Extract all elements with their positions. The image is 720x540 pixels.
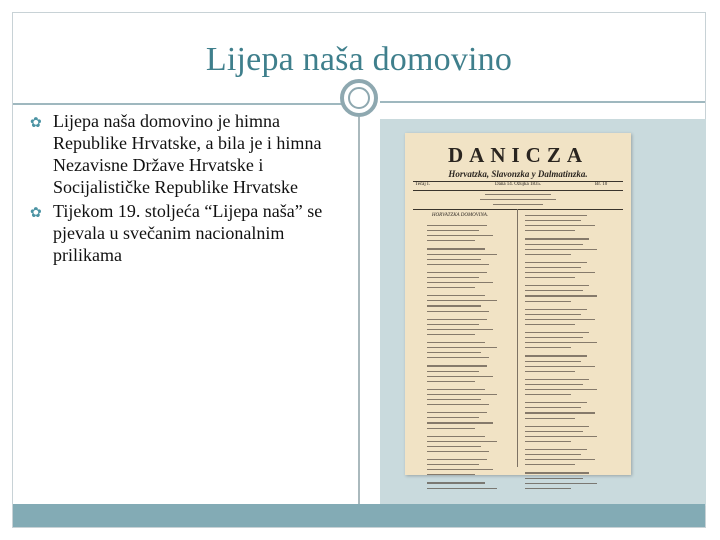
text-line <box>427 230 479 231</box>
text-line <box>525 249 597 250</box>
bullet-icon: ✿ <box>30 116 42 131</box>
slide-title: Lijepa naša domovino <box>205 41 513 78</box>
text-line <box>427 428 475 429</box>
text-line <box>427 436 485 437</box>
text-line <box>525 402 587 403</box>
content-separator <box>358 117 360 505</box>
text-line <box>525 285 589 286</box>
text-line <box>480 199 556 200</box>
bullet-icon: ✿ <box>30 206 42 221</box>
bullet-item <box>30 110 350 198</box>
text-line <box>525 389 597 390</box>
text-line <box>525 324 575 325</box>
text-line <box>525 384 583 385</box>
text-line <box>427 417 479 418</box>
bullet-text: Lijepa naša domovino je himna Republike Hrvatske, a bila je i himna Nezavisne Države Hrvatske i Socijalističke Republike Hrvatske <box>53 111 322 197</box>
text-line <box>525 431 583 432</box>
text-line <box>427 282 493 283</box>
text-line <box>427 254 497 255</box>
text-line <box>427 329 493 330</box>
text-line <box>525 319 595 320</box>
text-line <box>525 379 589 380</box>
text-line <box>485 194 551 195</box>
text-line <box>525 301 571 302</box>
text-line <box>427 287 475 288</box>
bullet-text: Tijekom 19. stoljeća “Lijepa naša” se pjevala u svečanim nacionalnim prilikama <box>53 201 323 265</box>
text-line <box>427 464 479 465</box>
text-line <box>525 407 581 408</box>
text-line <box>525 441 571 442</box>
newspaper-image <box>405 133 631 475</box>
text-line <box>427 240 475 241</box>
text-line <box>427 381 475 382</box>
text-line <box>427 319 487 320</box>
title-divider-right <box>380 101 705 103</box>
bullet-list <box>30 110 350 268</box>
text-line <box>427 248 485 249</box>
text-line <box>427 235 493 236</box>
text-line <box>525 244 583 245</box>
text-line <box>525 267 581 268</box>
text-line <box>525 426 589 427</box>
text-line <box>525 454 581 455</box>
text-line <box>525 342 597 343</box>
text-line <box>427 357 489 358</box>
text-line <box>427 365 487 366</box>
text-line <box>525 277 575 278</box>
text-line <box>427 394 497 395</box>
text-line <box>427 422 493 423</box>
title-divider-left <box>13 103 343 105</box>
bullet-item <box>30 200 350 266</box>
text-line <box>427 311 489 312</box>
text-line <box>525 459 595 460</box>
text-line <box>427 272 487 273</box>
text-line <box>427 295 485 296</box>
text-line <box>427 404 489 405</box>
text-line <box>525 355 587 356</box>
text-line <box>525 347 571 348</box>
newspaper-issue: Tečaj I. <box>415 182 430 187</box>
text-line <box>525 464 575 465</box>
newspaper-date: Dana 14. Ožujka 1835. <box>495 182 542 187</box>
footer-band <box>13 504 705 527</box>
text-line <box>525 488 571 489</box>
text-line <box>525 295 597 296</box>
text-line <box>427 259 481 260</box>
text-line <box>525 262 587 263</box>
text-line <box>427 441 497 442</box>
text-line <box>427 389 485 390</box>
text-line <box>427 305 481 306</box>
text-line <box>525 309 587 310</box>
newspaper-subtitle: Horvatzka, Slavonzka y Dalmatinzka. <box>448 169 588 179</box>
text-line <box>427 469 493 470</box>
newspaper-masthead: DANICZA <box>447 143 588 167</box>
text-line <box>427 352 481 353</box>
text-line <box>427 300 497 301</box>
rule-line <box>413 209 623 210</box>
text-line <box>525 418 575 419</box>
text-line <box>427 324 479 325</box>
text-line <box>525 238 589 239</box>
text-line <box>427 482 485 483</box>
text-line <box>493 204 543 205</box>
text-line <box>525 449 587 450</box>
text-line <box>525 366 595 367</box>
text-line <box>427 334 475 335</box>
text-line <box>525 412 595 413</box>
text-line <box>525 215 587 216</box>
text-line <box>427 459 487 460</box>
text-line <box>525 337 583 338</box>
text-line <box>525 478 583 479</box>
text-line <box>427 488 497 489</box>
text-line <box>427 264 489 265</box>
column-divider <box>517 209 518 467</box>
text-line <box>525 272 595 273</box>
text-line <box>525 371 575 372</box>
text-line <box>525 254 571 255</box>
text-line <box>427 399 481 400</box>
text-line <box>525 225 595 226</box>
text-line <box>427 474 475 475</box>
text-line <box>525 220 581 221</box>
text-line <box>427 446 481 447</box>
ring-ornament-inner <box>348 87 370 109</box>
poem-title: HORVATZKA DOMOVINA. <box>431 213 489 218</box>
text-line <box>525 483 597 484</box>
text-line <box>525 290 583 291</box>
text-line <box>427 412 487 413</box>
text-line <box>525 332 589 333</box>
text-line <box>525 361 581 362</box>
text-line <box>427 277 479 278</box>
text-line <box>525 230 575 231</box>
text-line <box>427 451 489 452</box>
text-line <box>427 376 493 377</box>
text-line <box>427 371 479 372</box>
text-line <box>427 225 487 226</box>
text-line <box>525 394 571 395</box>
text-line <box>427 347 497 348</box>
rule-line <box>413 190 623 191</box>
newspaper-number: Br. 10 <box>595 182 608 187</box>
text-line <box>525 436 597 437</box>
text-line <box>427 342 485 343</box>
text-line <box>525 472 589 473</box>
text-line <box>525 314 581 315</box>
